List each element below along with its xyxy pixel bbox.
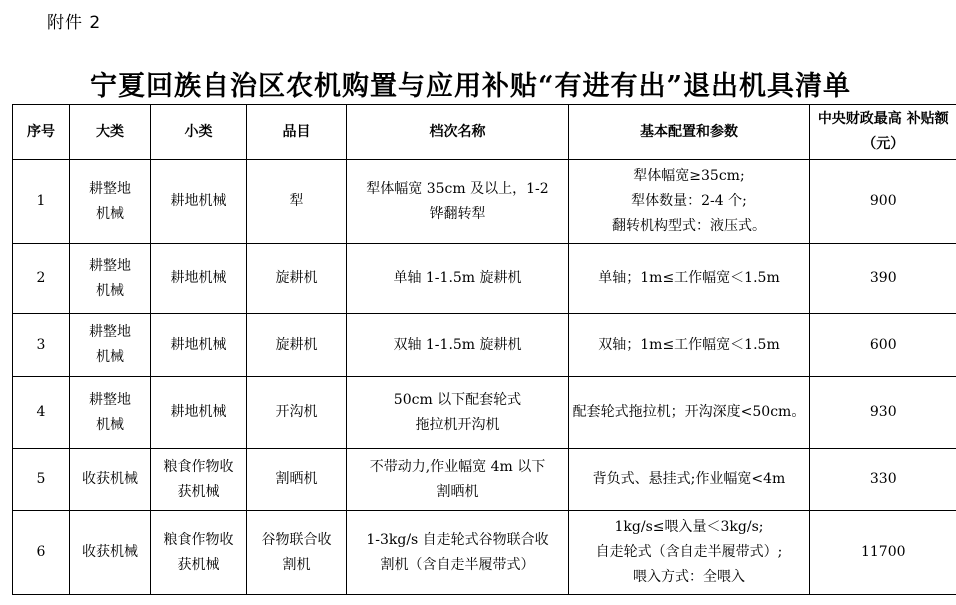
cell-category-line: 机械 [96,416,124,433]
cell-subcategory [151,449,247,511]
cell-category [70,449,151,511]
cell-no: 1 [13,160,70,244]
cell-category [70,377,151,449]
cell-item [247,160,347,244]
cell-subcategory-line: 耕地机械 [170,336,227,353]
cell-category-line: 机械 [96,205,124,222]
cell-item-line: 割晒机 [275,471,318,487]
cell-config-params-line: 配套轮式拖拉机；开沟深度<50cm。 [572,404,806,420]
cell-category-line: 耕整地 [89,180,131,197]
cell-grade-name-line: 拖拉机开沟机 [415,416,500,433]
cell-subcategory-line: 获机械 [177,556,220,573]
cell-category-line: 耕整地 [89,324,131,340]
cell-subcategory [151,160,247,244]
cell-grade-name [347,511,569,595]
table-row [13,449,956,511]
cell-config-params-line: 自走轮式（含自走半履带式）; [595,544,783,560]
header-item: 品目 [247,105,347,160]
cell-subcategory-line: 粮食作物收 [163,531,234,548]
cell-config-params-line: 翻转机构型式：液压式。 [612,218,766,234]
exit-machinery-table [12,104,956,595]
cell-category [70,314,151,377]
cell-config-params-line: 双轴；1m≤工作幅宽＜1.5m [598,336,780,353]
cell-subcategory [151,377,247,449]
cell-max-subsidy: 390 [810,244,956,314]
cell-grade-name [347,377,569,449]
attachment-label: 附件 2 [47,13,102,33]
table-row [13,160,956,244]
cell-grade-name-line: 铧翻转犁 [429,205,486,222]
cell-category-line: 收获机械 [82,471,138,487]
cell-subcategory-line: 耕地机械 [170,270,227,286]
cell-category-line: 耕整地 [89,257,131,274]
cell-config-params [569,511,810,595]
cell-grade-name-line: 1-3kg/s 自走轮式谷物联合收 [366,531,549,548]
cell-subcategory [151,314,247,377]
cell-subcategory-line: 耕地机械 [170,404,227,420]
cell-config-params-line: 单轴；1m≤工作幅宽＜1.5m [598,270,780,286]
header-category: 大类 [70,105,151,160]
table-row [13,314,956,377]
header-grade-name: 档次名称 [347,105,569,160]
cell-max-subsidy: 930 [810,377,956,449]
cell-item-line: 犁 [289,193,304,209]
header-no: 序号 [13,105,70,160]
cell-item [247,449,347,511]
header-max-subsidy-line: 补贴额（元） [862,111,949,152]
cell-max-subsidy: 600 [810,314,956,377]
cell-config-params-line: 1kg/s≤喂入量＜3kg/s; [614,519,764,535]
cell-grade-name [347,160,569,244]
cell-category [70,244,151,314]
table-row [13,377,956,449]
cell-item [247,314,347,377]
cell-max-subsidy: 900 [810,160,956,244]
cell-no: 2 [13,244,70,314]
cell-subcategory-line: 获机械 [177,483,220,500]
cell-subcategory-line: 粮食作物收 [163,458,234,475]
cell-no: 5 [13,449,70,511]
cell-item-line: 旋耕机 [275,336,318,353]
cell-grade-name-line: 不带动力,作业幅宽 4m 以下 [369,458,546,475]
table-row [13,244,956,314]
header-subcategory: 小类 [151,105,247,160]
cell-category [70,511,151,595]
cell-category [70,160,151,244]
cell-subcategory [151,511,247,595]
cell-config-params [569,314,810,377]
cell-subcategory-line: 耕地机械 [170,193,227,209]
cell-config-params [569,377,810,449]
cell-max-subsidy: 330 [810,449,956,511]
cell-max-subsidy: 11700 [810,511,956,595]
cell-item [247,377,347,449]
cell-grade-name [347,314,569,377]
cell-category-line: 机械 [96,349,124,365]
cell-grade-name [347,449,569,511]
cell-category-line: 机械 [96,282,124,299]
cell-grade-name-line: 50cm 以下配套轮式 [393,391,522,408]
cell-item-line: 旋耕机 [275,270,318,286]
cell-config-params-line: 背负式、悬挂式;作业幅宽<4m [592,471,786,487]
cell-no: 6 [13,511,70,595]
cell-config-params-line: 喂入方式：全喂入 [633,569,745,585]
cell-config-params-line: 犁体幅宽≥35cm; [633,168,745,184]
header-max-subsidy-line: 中央财政最高 [817,111,902,127]
cell-grade-name-line: 犁体幅宽 35cm 及以上，1-2 [366,180,549,197]
cell-config-params [569,449,810,511]
cell-item [247,244,347,314]
cell-grade-name-line: 割机（含自走半履带式） [380,556,535,573]
cell-item [247,511,347,595]
table-row [13,511,956,595]
header-config-params: 基本配置和参数 [569,105,810,160]
cell-grade-name-line: 双轴 1-1.5m 旋耕机 [393,336,522,353]
cell-item-line: 割机 [282,556,311,573]
header-max-subsidy [810,105,956,160]
cell-category-line: 收获机械 [82,544,138,560]
cell-subcategory [151,244,247,314]
cell-grade-name-line: 割晒机 [436,483,479,500]
cell-item-line: 开沟机 [275,404,318,420]
cell-config-params [569,160,810,244]
cell-grade-name [347,244,569,314]
cell-no: 3 [13,314,70,377]
cell-category-line: 耕整地 [89,391,131,408]
cell-grade-name-line: 单轴 1-1.5m 旋耕机 [393,270,522,286]
cell-config-params-line: 犁体数量：2-4 个; [631,193,747,209]
cell-config-params [569,244,810,314]
cell-item-line: 谷物联合收 [261,531,332,548]
document-title: 宁夏回族自治区农机购置与应用补贴“有进有出”退出机具清单 [90,71,852,102]
cell-no: 4 [13,377,70,449]
table-header-row [13,105,956,160]
